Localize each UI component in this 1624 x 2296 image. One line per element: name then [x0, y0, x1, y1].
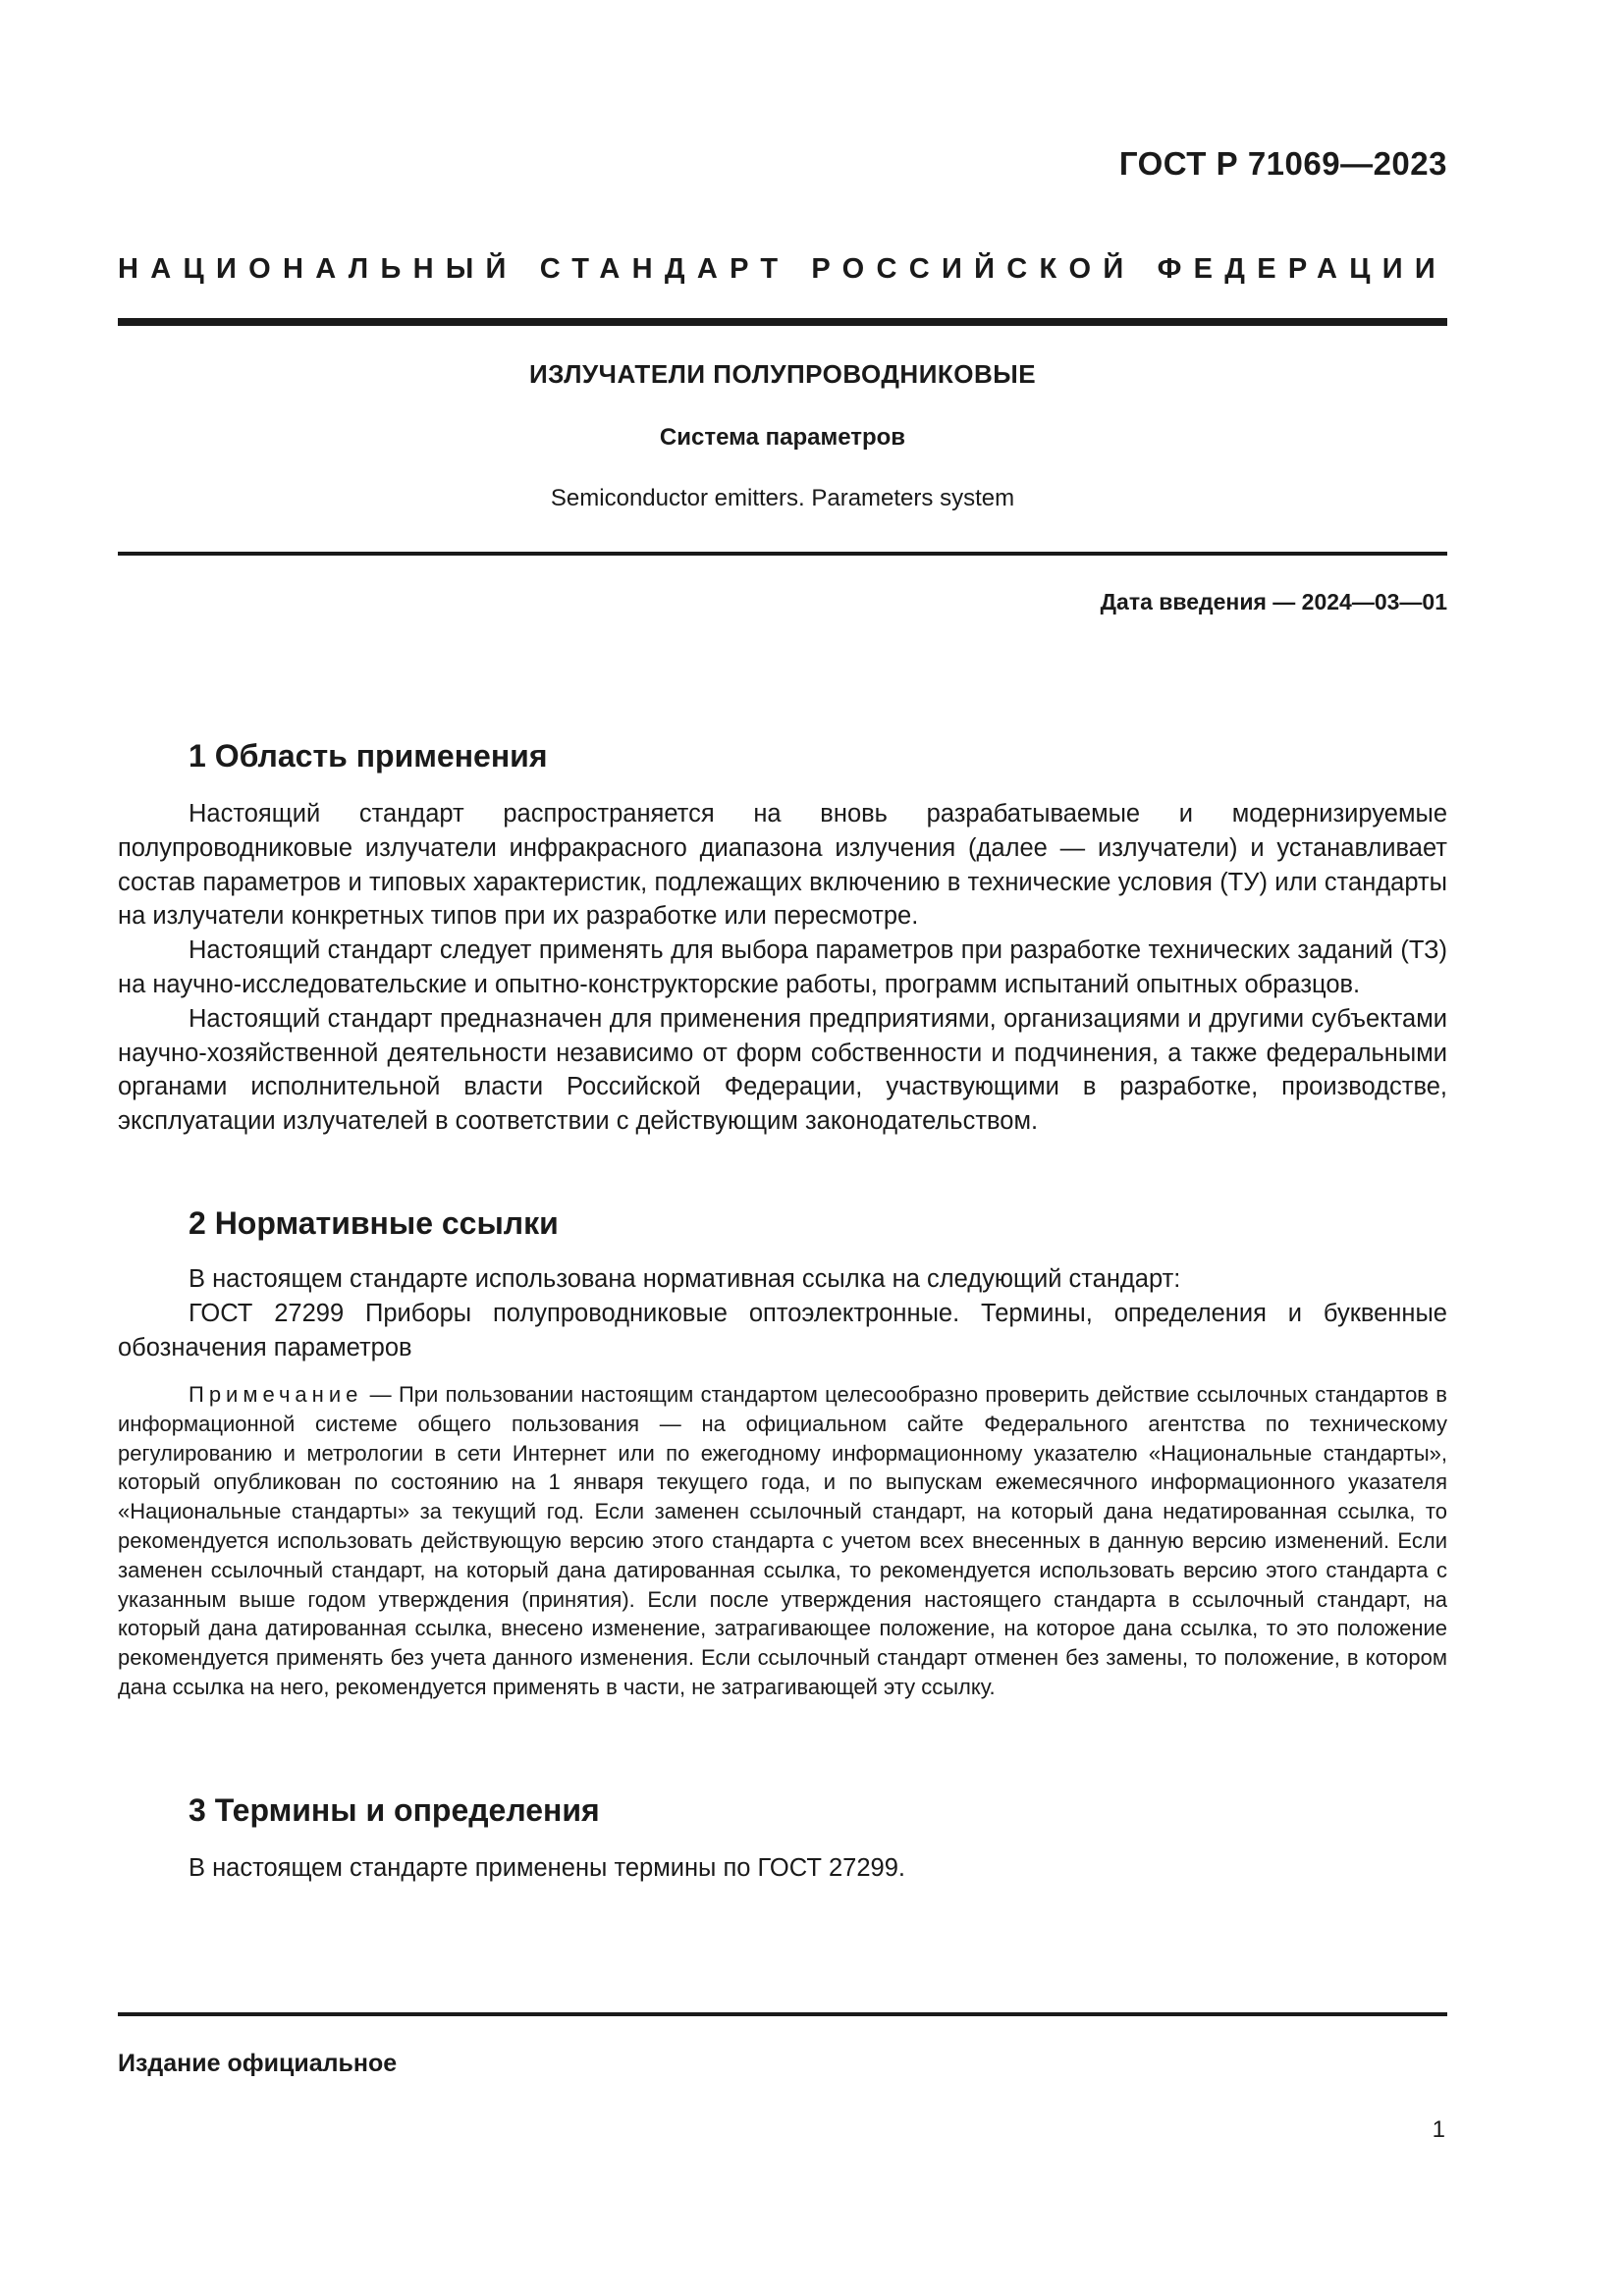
paragraph: В настоящем стандарте использована нормативная ссылка на следующий стандарт:	[189, 1265, 1181, 1293]
standard-number: ГОСТ Р 71069—2023	[1118, 145, 1447, 182]
official-edition-label: Издание официальное	[118, 2050, 398, 2077]
paragraph: Настоящий стандарт предназначен для применения предприятиями, организациями и другими субъектами научно-хозяйственной деятельности независимо от форм собственности и подчинения, а также федеральными органами исполнительной власти Российской Федерации, участвующими в разработке, производстве, эксплуатации излучателей в соответствии с действующим законодательством.	[118, 1004, 1447, 1136]
document-subtitle: Система параметров	[659, 424, 906, 451]
section-heading-terms: 3 Термины и определения	[189, 1792, 600, 1828]
page-number: 1	[1432, 2116, 1445, 2143]
section-references-body	[118, 1262, 1447, 1364]
paragraph: Настоящий стандарт распространяется на вновь разрабатываемые и модернизируемые полупроводниковые излучатели инфракрасного диапазона излучения (далее — излучатели) и устанавливает состав параметров и типовых характеристик, подлежащих включению в технические условия (ТУ) или стандарты на излучатели конкретных типов при их разработке или пересмотре.	[118, 800, 1447, 931]
document-title: ИЗЛУЧАТЕЛИ ПОЛУПРОВОДНИКОВЫЕ	[528, 359, 1037, 389]
section-terms-body	[118, 1851, 1447, 1886]
paragraph: В настоящем стандарте применены термины по ГОСТ 27299.	[189, 1854, 905, 1882]
introduction-date: Дата введения — 2024—03—01	[1100, 589, 1447, 614]
header-rule	[118, 318, 1447, 326]
title-rule	[118, 552, 1447, 556]
paragraph-gost-reference: ГОСТ 27299 Приборы полупроводниковые оптоэлектронные. Термины, определения и буквенные обозначения параметров	[118, 1299, 1447, 1362]
footer-rule	[118, 2012, 1447, 2016]
references-note	[118, 1380, 1447, 1702]
note-label: Примечание	[189, 1382, 363, 1407]
section-scope-body	[118, 797, 1447, 1139]
section-heading-scope: 1 Область применения	[189, 738, 548, 774]
paragraph: Настоящий стандарт следует применять для выбора параметров при разработке технических заданий (ТЗ) на научно-исследовательские и опытно-конструкторские работы, программ испытаний опытных образцов.	[118, 936, 1447, 998]
section-heading-normative-references: 2 Нормативные ссылки	[189, 1205, 559, 1241]
note-text: — При пользовании настоящим стандартом целесообразно проверить действие ссылочных стандартов в информационной системе общего пользования — на официальном сайте Федерального агентства по техническому регулированию и метрологии в сети Интернет или по ежегодному информационному указателю «Национальные стандарты», который опубликован по состоянию на 1 января текущего года, и по выпускам ежемесячного информационного указателя «Национальные стандарты» за текущий год. Если заменен ссылочный стандарт, на который дана недатированная ссылка, то рекомендуется использовать действующую версию этого стандарта с учетом всех внесенных в данную версию изменений. Если заменен ссылочный стандарт, на который дана датированная ссылка, то рекомендуется использовать версию этого стандарта с указанным выше годом утверждения (принятия). Если после утверждения настоящего стандарта в ссылочный стандарт, на который дана датированная ссылка, внесено изменение, затрагивающее положение, на которое дана ссылка, то это положение рекомендуется применять без учета данного изменения. Если ссылочный стандарт отменен без замены, то положение, в котором дана ссылка на него, рекомендуется применять в части, не затрагивающей эту ссылку.	[118, 1382, 1447, 1699]
national-standard-banner: НАЦИОНАЛЬНЫЙ СТАНДАРТ РОССИЙСКОЙ ФЕДЕРАЦИИ	[118, 253, 1447, 285]
note-paragraph	[118, 1380, 1447, 1702]
document-title-english: Semiconductor emitters. Parameters system	[550, 485, 1015, 511]
